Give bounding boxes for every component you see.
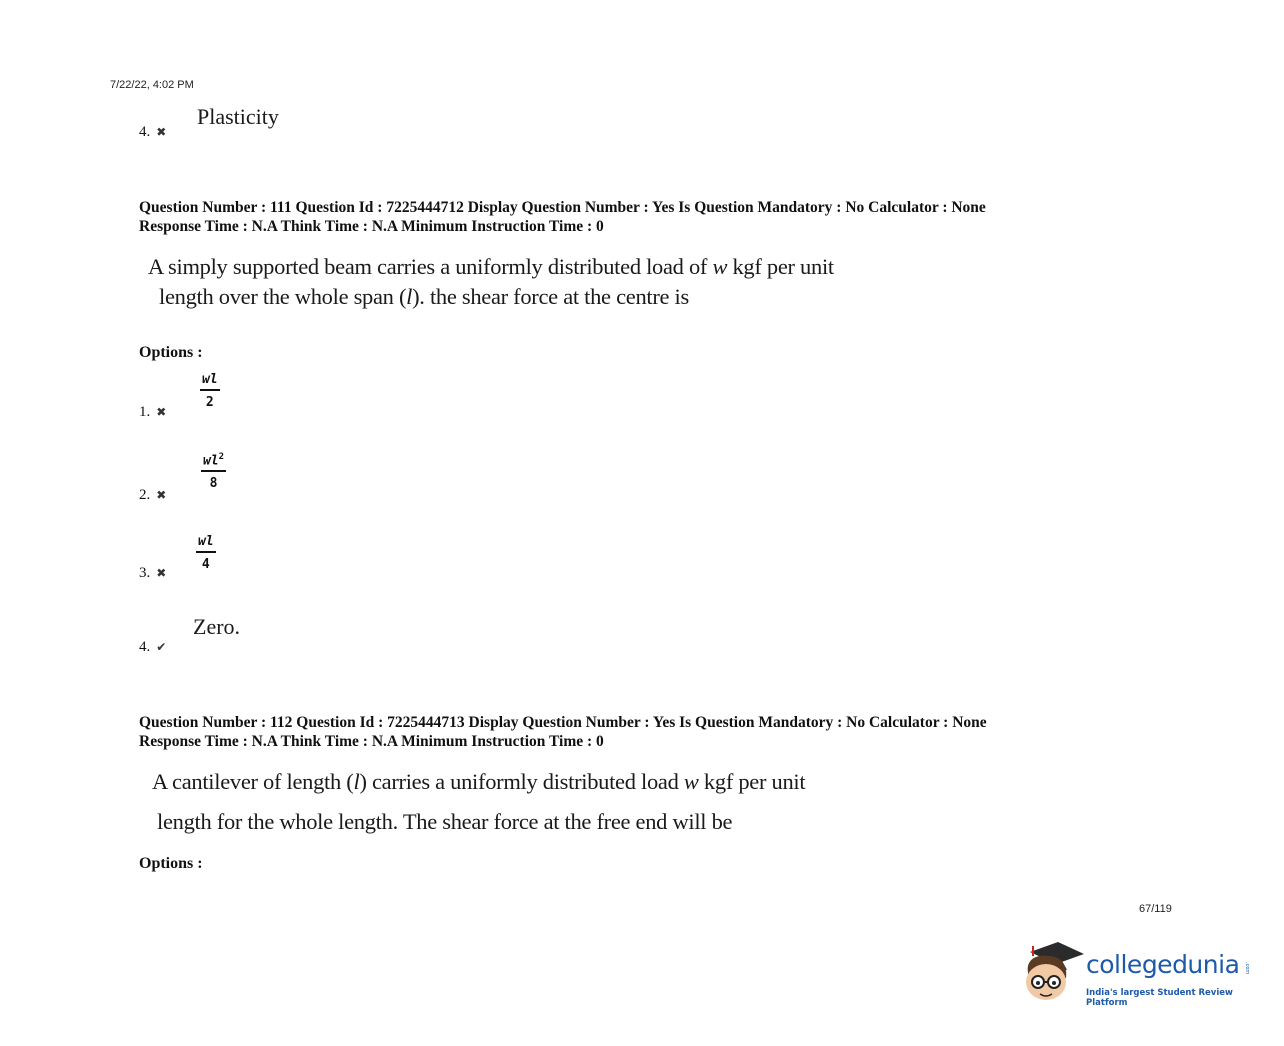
cross-icon: ✖: [156, 488, 167, 502]
q112-text-line1: A cantilever of length (l) carries a uniformly distributed load w kgf per unit: [152, 769, 806, 794]
option-number: 4.: [139, 124, 151, 140]
cross-icon: ✖: [156, 125, 167, 139]
exponent: 2: [218, 452, 225, 462]
option-number: 3.: [139, 565, 151, 581]
cross-icon: ✖: [156, 566, 167, 580]
q111-option-1-fraction: [200, 372, 220, 410]
q111-option-4: [139, 639, 166, 656]
variable-w: w: [712, 254, 728, 279]
numerator: wl: [202, 372, 218, 387]
variable-l: l: [353, 769, 360, 794]
option-number: 2.: [139, 487, 151, 503]
checkmark-icon: ✔: [156, 640, 167, 654]
fraction-bar: [196, 551, 216, 553]
logo-domain-suffix: .com: [1244, 962, 1250, 975]
q111-meta-line2: Response Time : N.A Think Time : N.A Minimum Instruction Time : 0: [139, 218, 604, 235]
cross-icon: ✖: [156, 405, 167, 419]
fraction-bar: [200, 389, 220, 391]
logo-tagline: India's largest Student Review Platform: [1086, 988, 1233, 1008]
variable-l: l: [406, 284, 413, 309]
prev-option-4-text: Plasticity: [197, 104, 279, 129]
denominator: 4: [201, 557, 210, 572]
numerator: wl: [198, 534, 214, 549]
collegedunia-logo: [1022, 938, 1262, 1008]
q111-text-line1: A simply supported beam carries a uniformly distributed load of w kgf per unit: [148, 254, 834, 279]
variable-w: w: [683, 769, 699, 794]
q111-options-label: Options :: [139, 344, 203, 361]
page-number: 67/119: [1139, 903, 1172, 915]
q111-text-line2: length over the whole span (l). the shear force at the centre is: [159, 284, 689, 309]
denominator: 8: [209, 476, 218, 492]
q111-meta-line1: Question Number : 111 Question Id : 7225444712 Display Question Number : Yes Is Question Mandatory : No Calculator : None: [139, 199, 986, 216]
print-timestamp: 7/22/22, 4:02 PM: [110, 79, 194, 91]
q112-text-line2: length for the whole length. The shear force at the free end will be: [157, 809, 733, 834]
prev-option-4: [139, 124, 166, 141]
option-number: 1.: [139, 404, 151, 420]
numerator: wl: [203, 453, 219, 469]
q111-option-4-text: Zero.: [193, 614, 241, 639]
mascot-icon: [1022, 938, 1084, 1008]
option-number: 4.: [139, 639, 151, 655]
q112-meta-line1: Question Number : 112 Question Id : 7225444713 Display Question Number : Yes Is Question Mandatory : No Calculator : None: [139, 714, 987, 731]
q111-option-2-fraction: [201, 450, 226, 491]
q111-option-1: [139, 404, 166, 421]
q112-options-label: Options :: [139, 855, 203, 872]
q111-option-2: [139, 487, 166, 504]
denominator: 2: [205, 395, 214, 410]
fraction-bar: [201, 470, 226, 472]
q111-option-3: [139, 565, 166, 582]
logo-wordmark: collegedunia: [1086, 950, 1240, 979]
q112-meta: [139, 713, 987, 751]
q111-option-3-fraction: [196, 534, 216, 572]
q111-meta: [139, 198, 986, 236]
q112-meta-line2: Response Time : N.A Think Time : N.A Minimum Instruction Time : 0: [139, 733, 604, 750]
